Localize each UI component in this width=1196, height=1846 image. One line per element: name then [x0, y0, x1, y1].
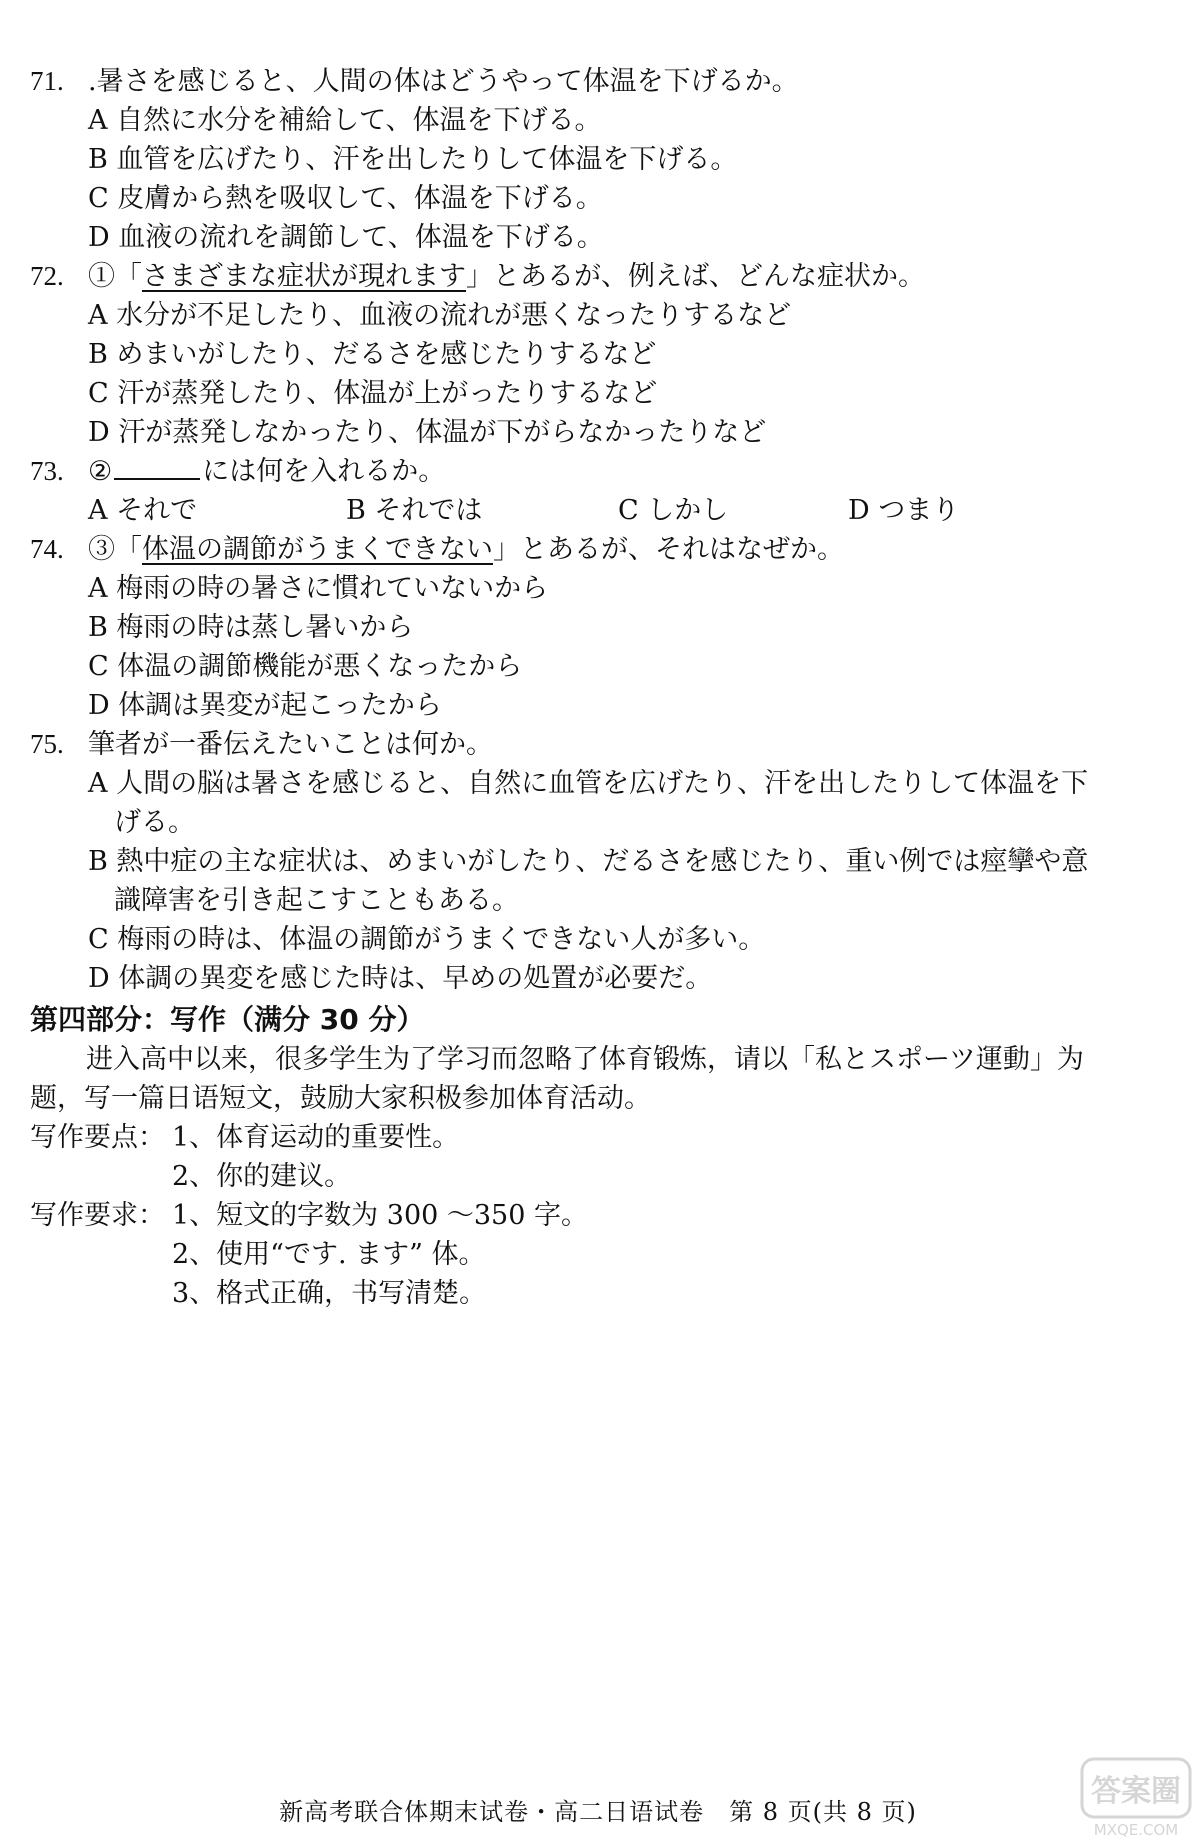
writing-requirements-row-2 — [30, 1235, 1170, 1274]
option-d: D 血液の流れを調節して、体温を下げる。 — [88, 222, 604, 253]
stem-prefix: ①「 — [88, 261, 142, 292]
option-text-continued: 識障害を引き起こすこともある。 — [114, 885, 519, 916]
prompt-line-2: 题，写一篇日语短文，鼓励大家积极参加体育活动。 — [30, 1083, 651, 1114]
question-text: .暑さを感じると、人間の体はどうやって体温を下げるか。 — [88, 66, 799, 97]
question-stem — [30, 530, 1170, 569]
question-stem — [30, 725, 1170, 764]
requirements-label: 写作要求： — [30, 1200, 165, 1231]
option-d: D 体調は異変が起こったから — [88, 690, 442, 721]
question-text: 筆者が一番伝えたいことは何か。 — [88, 729, 493, 760]
option-a — [30, 764, 1170, 842]
question-stem — [30, 62, 1170, 101]
prompt-line-1: 进入高中以来，很多学生为了学习而忽略了体育锻炼，请以「私とスポーツ運動」为 — [86, 1044, 1084, 1075]
option-d: D つまり — [848, 495, 960, 526]
option-text-continued: げる。 — [114, 807, 195, 838]
question-text — [88, 530, 844, 569]
question-number: 71. — [30, 66, 64, 96]
question-text — [88, 452, 445, 491]
option-c: C しかし — [618, 495, 729, 526]
option-c: C 皮膚から熱を吸収して、体温を下げる。 — [88, 183, 603, 214]
stem-suffix: 」とあるが、例えば、どんな症状か。 — [466, 261, 925, 292]
option-c: C 体温の調節機能が悪くなったから — [88, 651, 523, 682]
option-b: B それでは — [346, 495, 483, 526]
answer-blank — [114, 452, 200, 480]
writing-points-row-1 — [30, 1118, 1170, 1157]
option-b: B 梅雨の時は蒸し暑いから — [88, 612, 414, 643]
option-text: A 人間の脳は暑さを感じると、自然に血管を広げたり、汗を出したりして体温を下 — [88, 768, 1089, 799]
question-71 — [30, 62, 1170, 257]
requirement-item: 2、使用“です. ます” 体。 — [172, 1239, 486, 1270]
stem-prefix: ③「 — [88, 534, 142, 565]
writing-requirements-row-1 — [30, 1196, 1170, 1235]
writing-points-row-2 — [30, 1157, 1170, 1196]
exam-page — [30, 62, 1170, 1313]
point-item: 1、体育运动的重要性。 — [172, 1122, 460, 1153]
option-d: D 汗が蒸発しなかったり、体温が下がらなかったりなど — [88, 417, 767, 448]
question-73 — [30, 452, 1170, 530]
stem-suffix: 」とあるが、それはなぜか。 — [493, 534, 844, 565]
option-b: B 血管を広げたり、汗を出したりして体温を下げる。 — [88, 144, 738, 175]
requirement-item: 1、短文的字数为 300 ～350 字。 — [172, 1200, 588, 1231]
option-a: A 自然に水分を補給して、体温を下げる。 — [88, 105, 602, 136]
watermark-url: MXQE.COM — [1093, 1821, 1179, 1839]
option-b — [30, 842, 1170, 920]
inline-options — [30, 491, 1170, 530]
option-b: B めまいがしたり、だるさを感じたりするなど — [88, 339, 657, 370]
point-item: 2、你的建议。 — [172, 1161, 352, 1192]
question-75 — [30, 725, 1170, 998]
writing-prompt — [30, 1040, 1170, 1118]
requirement-item: 3、格式正确，书写清楚。 — [172, 1278, 487, 1309]
question-number: 75. — [30, 729, 64, 759]
underlined-quote: 体温の調節がうまくできない — [142, 534, 493, 565]
question-74 — [30, 530, 1170, 725]
question-stem — [30, 257, 1170, 296]
writing-requirements-row-3 — [30, 1274, 1170, 1313]
section-title: 第四部分：写作（满分 30 分） — [30, 1003, 425, 1036]
watermark-text: 答案圈 — [1091, 1774, 1181, 1809]
stem-suffix: には何を入れるか。 — [202, 456, 446, 487]
question-72 — [30, 257, 1170, 452]
question-text — [88, 257, 925, 296]
question-number: 74. — [30, 534, 64, 564]
points-label: 写作要点： — [30, 1122, 165, 1153]
question-number: 72. — [30, 261, 64, 291]
watermark-logo — [1080, 1755, 1192, 1841]
option-a: A 水分が不足したり、血液の流れが悪くなったりするなど — [88, 300, 792, 331]
underlined-quote: さまざまな症状が現れます — [142, 261, 466, 292]
option-c: C 梅雨の時は、体温の調節がうまくできない人が多い。 — [88, 924, 766, 955]
option-text: B 熱中症の主な症状は、めまいがしたり、だるさを感じたり、重い例では痙攣や意 — [88, 846, 1089, 877]
question-number: 73. — [30, 456, 64, 486]
option-a: A それで — [88, 495, 198, 526]
question-stem — [30, 452, 1170, 491]
page-footer: 新高考联合体期末试卷・高二日语试卷 第 8 页(共 8 页) — [279, 1798, 917, 1826]
option-d: D 体調の異変を感じた時は、早めの処置が必要だ。 — [88, 963, 713, 994]
option-c: C 汗が蒸発したり、体温が上がったりするなど — [88, 378, 658, 409]
option-a: A 梅雨の時の暑さに慣れていないから — [88, 573, 549, 604]
stem-prefix: ② — [88, 456, 113, 487]
